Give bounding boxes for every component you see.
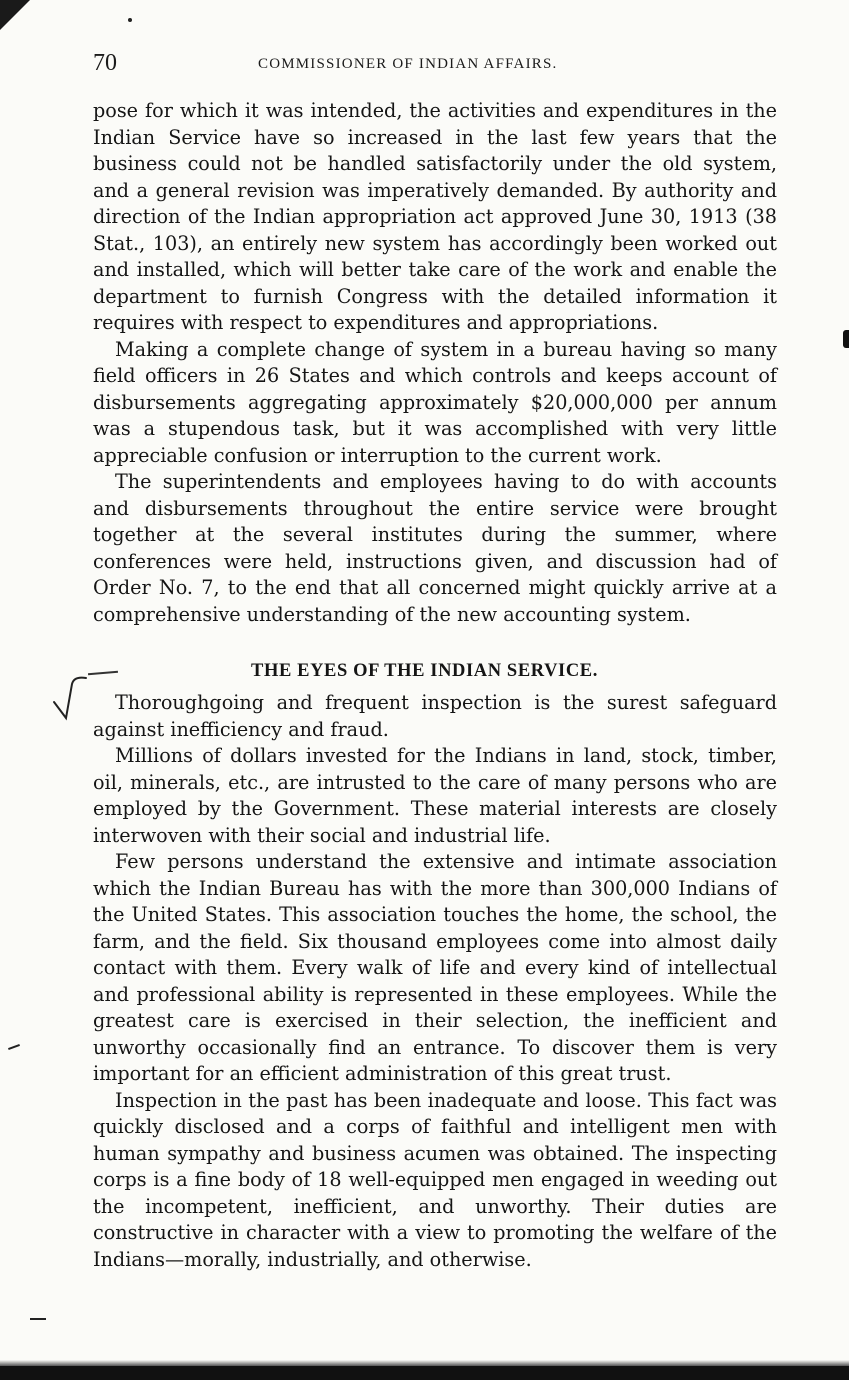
paragraph: Millions of dollars invested for the Indians in land, stock, timber, oil, minerals, etc., are intrusted to the care of many persons who are employed by the Government. These material interests are closely interwoven with their social and industrial life. — [93, 744, 777, 847]
section-heading: THE EYES OF THE INDIAN SERVICE. — [251, 661, 598, 681]
scan-mark — [30, 1318, 46, 1320]
section-a-body — [93, 98, 777, 628]
scan-speck — [128, 18, 132, 22]
page-bottom-edge — [0, 1366, 849, 1380]
paragraph: The superintendents and employees having to do with accounts and disbursements throughout the entire service were brought together at the several institutes during the summer, where conferences were held, instructions given, and discussion had of Order No. 7, to the end that all concerned might quickly arrive at a comprehensive understanding of the new accounting system. — [93, 470, 777, 626]
page-edge-mark — [843, 330, 849, 348]
paragraph: Inspection in the past has been inadequate and loose. This fact was quickly disclosed and a corps of faithful and intelligent men with human sympathy and business acumen was obtained. The inspecting corps is a fine body of 18 well-equipped men engaged in weeding out the incompetent, inefficient, and unworthy. Their duties are constructive in character with a view to promoting the welfare of the Indians—morally, industrially, and otherwise. — [93, 1088, 777, 1271]
section-b-body — [93, 690, 777, 1273]
paragraph: Thoroughgoing and frequent inspection is the surest safeguard against inefficiency and fraud. — [93, 691, 777, 741]
scan-mark — [8, 1044, 20, 1050]
page-number: 70 — [93, 50, 117, 76]
paragraph: Few persons understand the extensive and intimate association which the Indian Bureau has with the more than 300,000 Indians of the United States. This association touches the home, the school, the farm, and the field. Six thousand employees come into almost daily contact with them. Every walk of life and every kind of intellectual and professional ability is represented in these employees. While the greatest care is exercised in their selection, the inefficient and unworthy occasionally find an entrance. To discover them is very important for an efficient administration of this great trust. — [93, 850, 777, 1085]
paragraph: pose for which it was intended, the activities and expenditures in the Indian Service have so increased in the last few years that the business could not be handled satisfactorily under the old system, and a general revision was imperatively demanded. By authority and direction of the Indian appropriation act approved June 30, 1913 (38 Stat., 103), an entirely new system has accordingly been worked out and installed, which will better take care of the work and enable the department to furnish Congress with the detailed information it requires with respect to expenditures and appropriations. — [93, 99, 777, 334]
page-corner-shadow — [0, 0, 30, 30]
running-head: COMMISSIONER OF INDIAN AFFAIRS. — [258, 56, 558, 72]
paragraph: Making a complete change of system in a bureau having so many field officers in 26 States and which controls and keeps account of disbursements aggregating approximately $20,000,000 per annum was a stupendous task, but it was accomplished with very little appreciable confusion or interruption to the current work. — [93, 337, 777, 467]
